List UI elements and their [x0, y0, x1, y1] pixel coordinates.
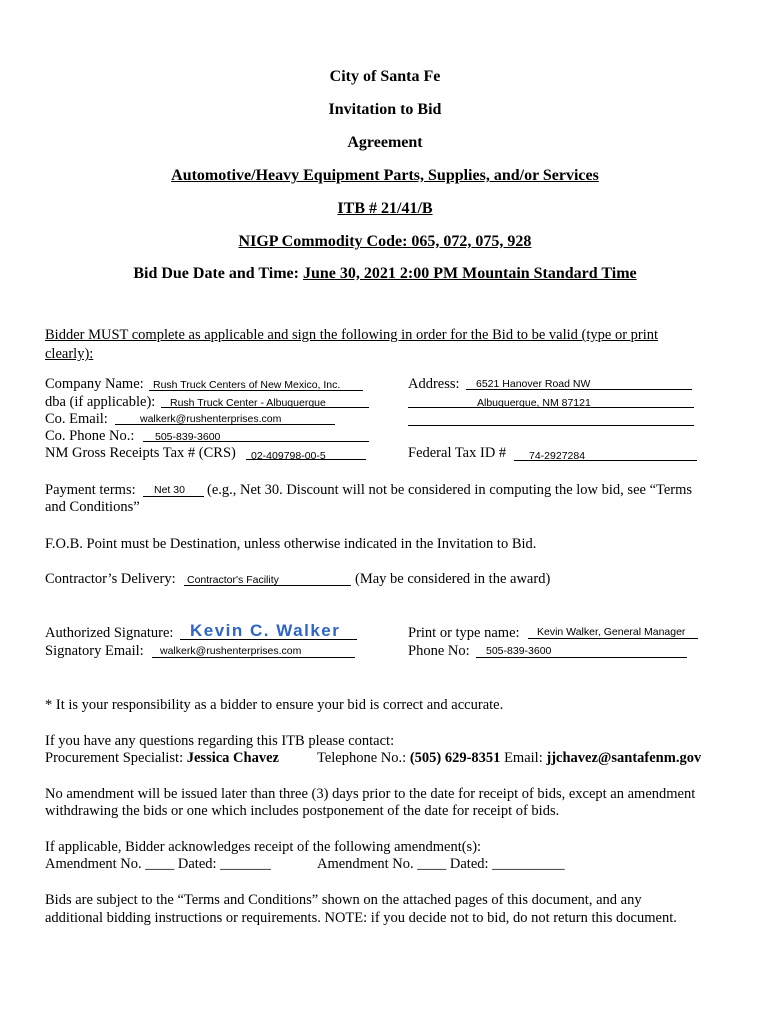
- grt-value[interactable]: 02-409798-00-5: [251, 450, 326, 462]
- contact-telephone: [317, 751, 701, 766]
- authorized-signature-label: Authorized Signature:: [45, 625, 174, 641]
- phone-value[interactable]: 505-839-3600: [486, 645, 552, 657]
- print-name-value[interactable]: Kevin Walker, General Manager: [537, 626, 686, 638]
- federal-tax-value[interactable]: 74-2927284: [529, 450, 586, 462]
- specialist-label: Procurement Specialist:: [45, 750, 187, 766]
- phone-label: Phone No:: [408, 643, 470, 659]
- grt-label: NM Gross Receipts Tax # (CRS): [45, 445, 236, 461]
- intro-line-1: Bidder MUST complete as applicable and sign the following in order for the Bid to be valid (type or print: [45, 327, 659, 343]
- co-phone-label: Co. Phone No.:: [45, 428, 135, 444]
- print-name-label: Print or type name:: [408, 625, 520, 641]
- payment-terms-note: (e.g., Net 30. Discount will not be considered in computing the low bid, see “Terms: [207, 482, 693, 498]
- authorized-signature-value[interactable]: Kevin C. Walker: [190, 621, 341, 640]
- payment-terms-label: Payment terms:: [45, 482, 136, 498]
- co-email-value[interactable]: walkerk@rushenterprises.com: [140, 413, 282, 425]
- signatory-email-value[interactable]: walkerk@rushenterprises.com: [160, 645, 302, 657]
- due-date-value: June 30, 2021 2:00 PM Mountain Standard Time: [302, 265, 637, 282]
- co-phone-value[interactable]: 505-839-3600: [155, 431, 221, 443]
- header-subject: Automotive/Heavy Equipment Parts, Supplies, and/or Services: [171, 167, 599, 184]
- header-due-date: [0, 266, 770, 282]
- phone-line: [476, 657, 687, 658]
- header-invitation: Invitation to Bid: [328, 101, 442, 118]
- company-name-label: Company Name:: [45, 376, 144, 392]
- contact-email-value[interactable]: jjchavez@santafenm.gov: [546, 750, 702, 766]
- payment-terms-line: [143, 496, 204, 497]
- signatory-email-label: Signatory Email:: [45, 643, 144, 659]
- fob-statement: F.O.B. Point must be Destination, unless otherwise indicated in the Invitation to Bid.: [45, 536, 537, 552]
- telephone-label: Telephone No.:: [317, 750, 410, 766]
- header-city: City of Santa Fe: [329, 68, 441, 85]
- procurement-specialist: [45, 751, 279, 766]
- address-label: Address:: [408, 376, 460, 392]
- address-value-2[interactable]: Albuquerque, NM 87121: [477, 397, 591, 409]
- co-email-label: Co. Email:: [45, 411, 108, 427]
- payment-terms-value[interactable]: Net 30: [154, 484, 185, 496]
- due-date-label: Bid Due Date and Time:: [133, 265, 303, 282]
- closing-line-1: Bids are subject to the “Terms and Conditions” shown on the attached pages of this document, and any: [45, 892, 642, 908]
- contact-intro: If you have any questions regarding this ITB please contact:: [45, 733, 395, 749]
- header-nigp-code: NIGP Commodity Code: 065, 072, 075, 928: [238, 233, 532, 250]
- dba-value[interactable]: Rush Truck Center - Albuquerque: [170, 397, 326, 409]
- contact-email-label: Email:: [500, 750, 547, 766]
- delivery-note: (May be considered in the award): [355, 571, 551, 587]
- delivery-value[interactable]: Contractor's Facility: [187, 574, 279, 586]
- federal-tax-label: Federal Tax ID #: [408, 445, 507, 461]
- amendment-2-field[interactable]: Amendment No. ____ Dated: __________: [317, 856, 565, 872]
- signatory-email-line: [152, 657, 355, 658]
- amendment-notice-line-1: No amendment will be issued later than three (3) days prior to the date for receipt of bids, except an amendment: [45, 786, 696, 802]
- header-itb-number: ITB # 21/41/B: [337, 200, 433, 217]
- header-agreement: Agreement: [347, 134, 423, 151]
- acknowledge-intro: If applicable, Bidder acknowledges receipt of the following amendment(s):: [45, 839, 482, 855]
- amendment-1-field[interactable]: Amendment No. ____ Dated: _______: [45, 856, 271, 872]
- amendment-notice-line-2: withdrawing the bids or one which includes postponement of the date for receipt of bids.: [45, 803, 560, 819]
- payment-terms-note-cont: and Conditions”: [45, 499, 140, 515]
- company-name-value[interactable]: Rush Truck Centers of New Mexico, Inc.: [153, 379, 341, 391]
- responsibility-note: * It is your responsibility as a bidder to ensure your bid is correct and accurate.: [45, 697, 504, 713]
- intro-line-2: clearly):: [45, 346, 94, 362]
- telephone-value: (505) 629-8351: [409, 750, 501, 766]
- address-line-3: [408, 425, 694, 426]
- closing-line-2: additional bidding instructions or requirements. NOTE: if you decide not to bid, do not return this document.: [45, 910, 677, 926]
- delivery-label: Contractor’s Delivery:: [45, 571, 176, 587]
- specialist-name: Jessica Chavez: [186, 750, 279, 766]
- dba-label: dba (if applicable):: [45, 394, 156, 410]
- print-name-line: [528, 638, 698, 639]
- address-value-1[interactable]: 6521 Hanover Road NW: [476, 378, 591, 390]
